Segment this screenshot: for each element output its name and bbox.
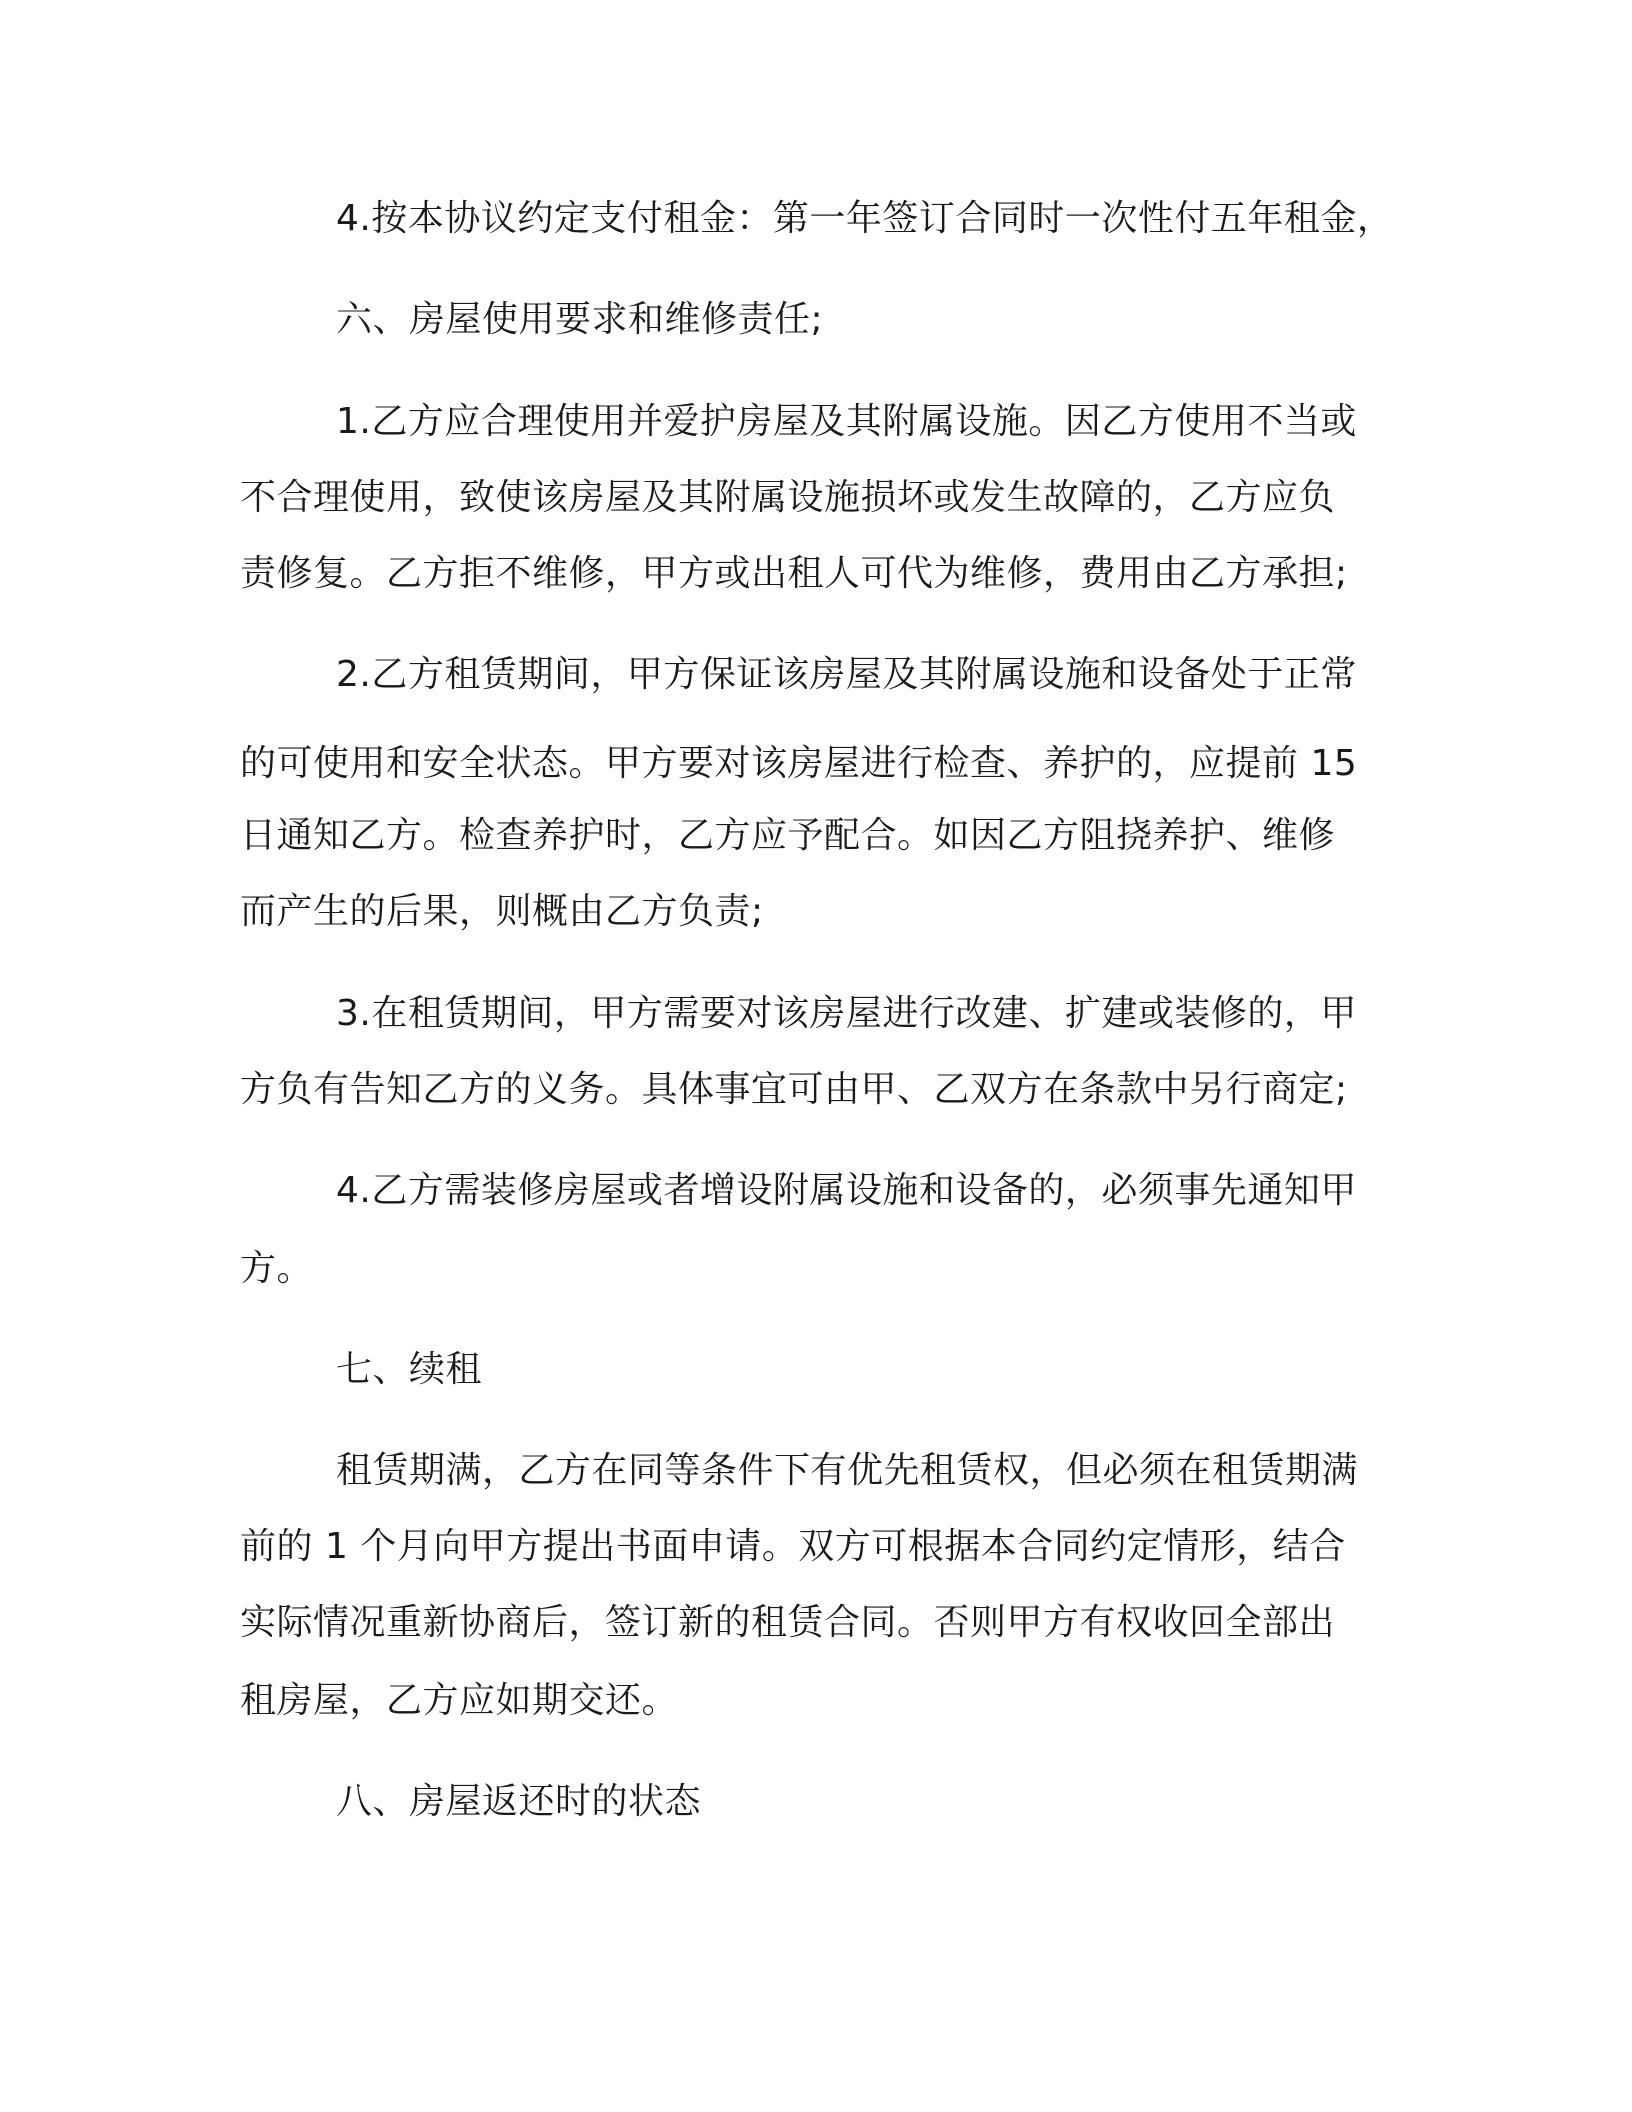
paragraph-line: 4.按本协议约定支付租金：第一年签订合同时一次性付五年租金， [336, 198, 1394, 239]
paragraph-line: 方。 [240, 1248, 314, 1289]
paragraph-line: 租赁期满，乙方在同等条件下有优先租赁权，但必须在租赁期满 [336, 1450, 1359, 1491]
paragraph-line: 责修复。乙方拒不维修，甲方或出租人可代为维修，费用由乙方承担; [240, 553, 1348, 594]
paragraph-line: 的可使用和安全状态。甲方要对该房屋进行检查、养护的，应提前 15 [240, 743, 1358, 784]
paragraph-line: 4.乙方需装修房屋或者增设附属设施和设备的，必须事先通知甲 [336, 1170, 1357, 1211]
paragraph-line: 2.乙方租赁期间，甲方保证该房屋及其附属设施和设备处于正常 [336, 654, 1357, 695]
paragraph-line: 不合理使用，致使该房屋及其附属设施损坏或发生故障的，乙方应负 [240, 477, 1336, 518]
paragraph-line: 租房屋，乙方应如期交还。 [240, 1680, 679, 1721]
paragraph-line: 3.在租赁期间，甲方需要对该房屋进行改建、扩建或装修的，甲 [336, 993, 1357, 1034]
paragraph-line: 前的 1 个月向甲方提出书面申请。双方可根据本合同约定情形，结合 [240, 1526, 1346, 1567]
paragraph-line: 1.乙方应合理使用并爱护房屋及其附属设施。因乙方使用不当或 [336, 401, 1357, 442]
section-heading: 七、续租 [336, 1349, 483, 1390]
paragraph-line: 日通知乙方。检查养护时，乙方应予配合。如因乙方阻挠养护、维修 [240, 815, 1336, 856]
paragraph-line: 方负有告知乙方的义务。具体事宜可由甲、乙双方在条款中另行商定; [240, 1069, 1348, 1110]
paragraph-line: 而产生的后果，则概由乙方负责; [240, 891, 764, 932]
paragraph-line: 实际情况重新协商后，签订新的租赁合同。否则甲方有权收回全部出 [240, 1602, 1336, 1643]
section-heading: 八、房屋返还时的状态 [336, 1781, 702, 1822]
section-heading: 六、房屋使用要求和维修责任; [336, 299, 824, 340]
